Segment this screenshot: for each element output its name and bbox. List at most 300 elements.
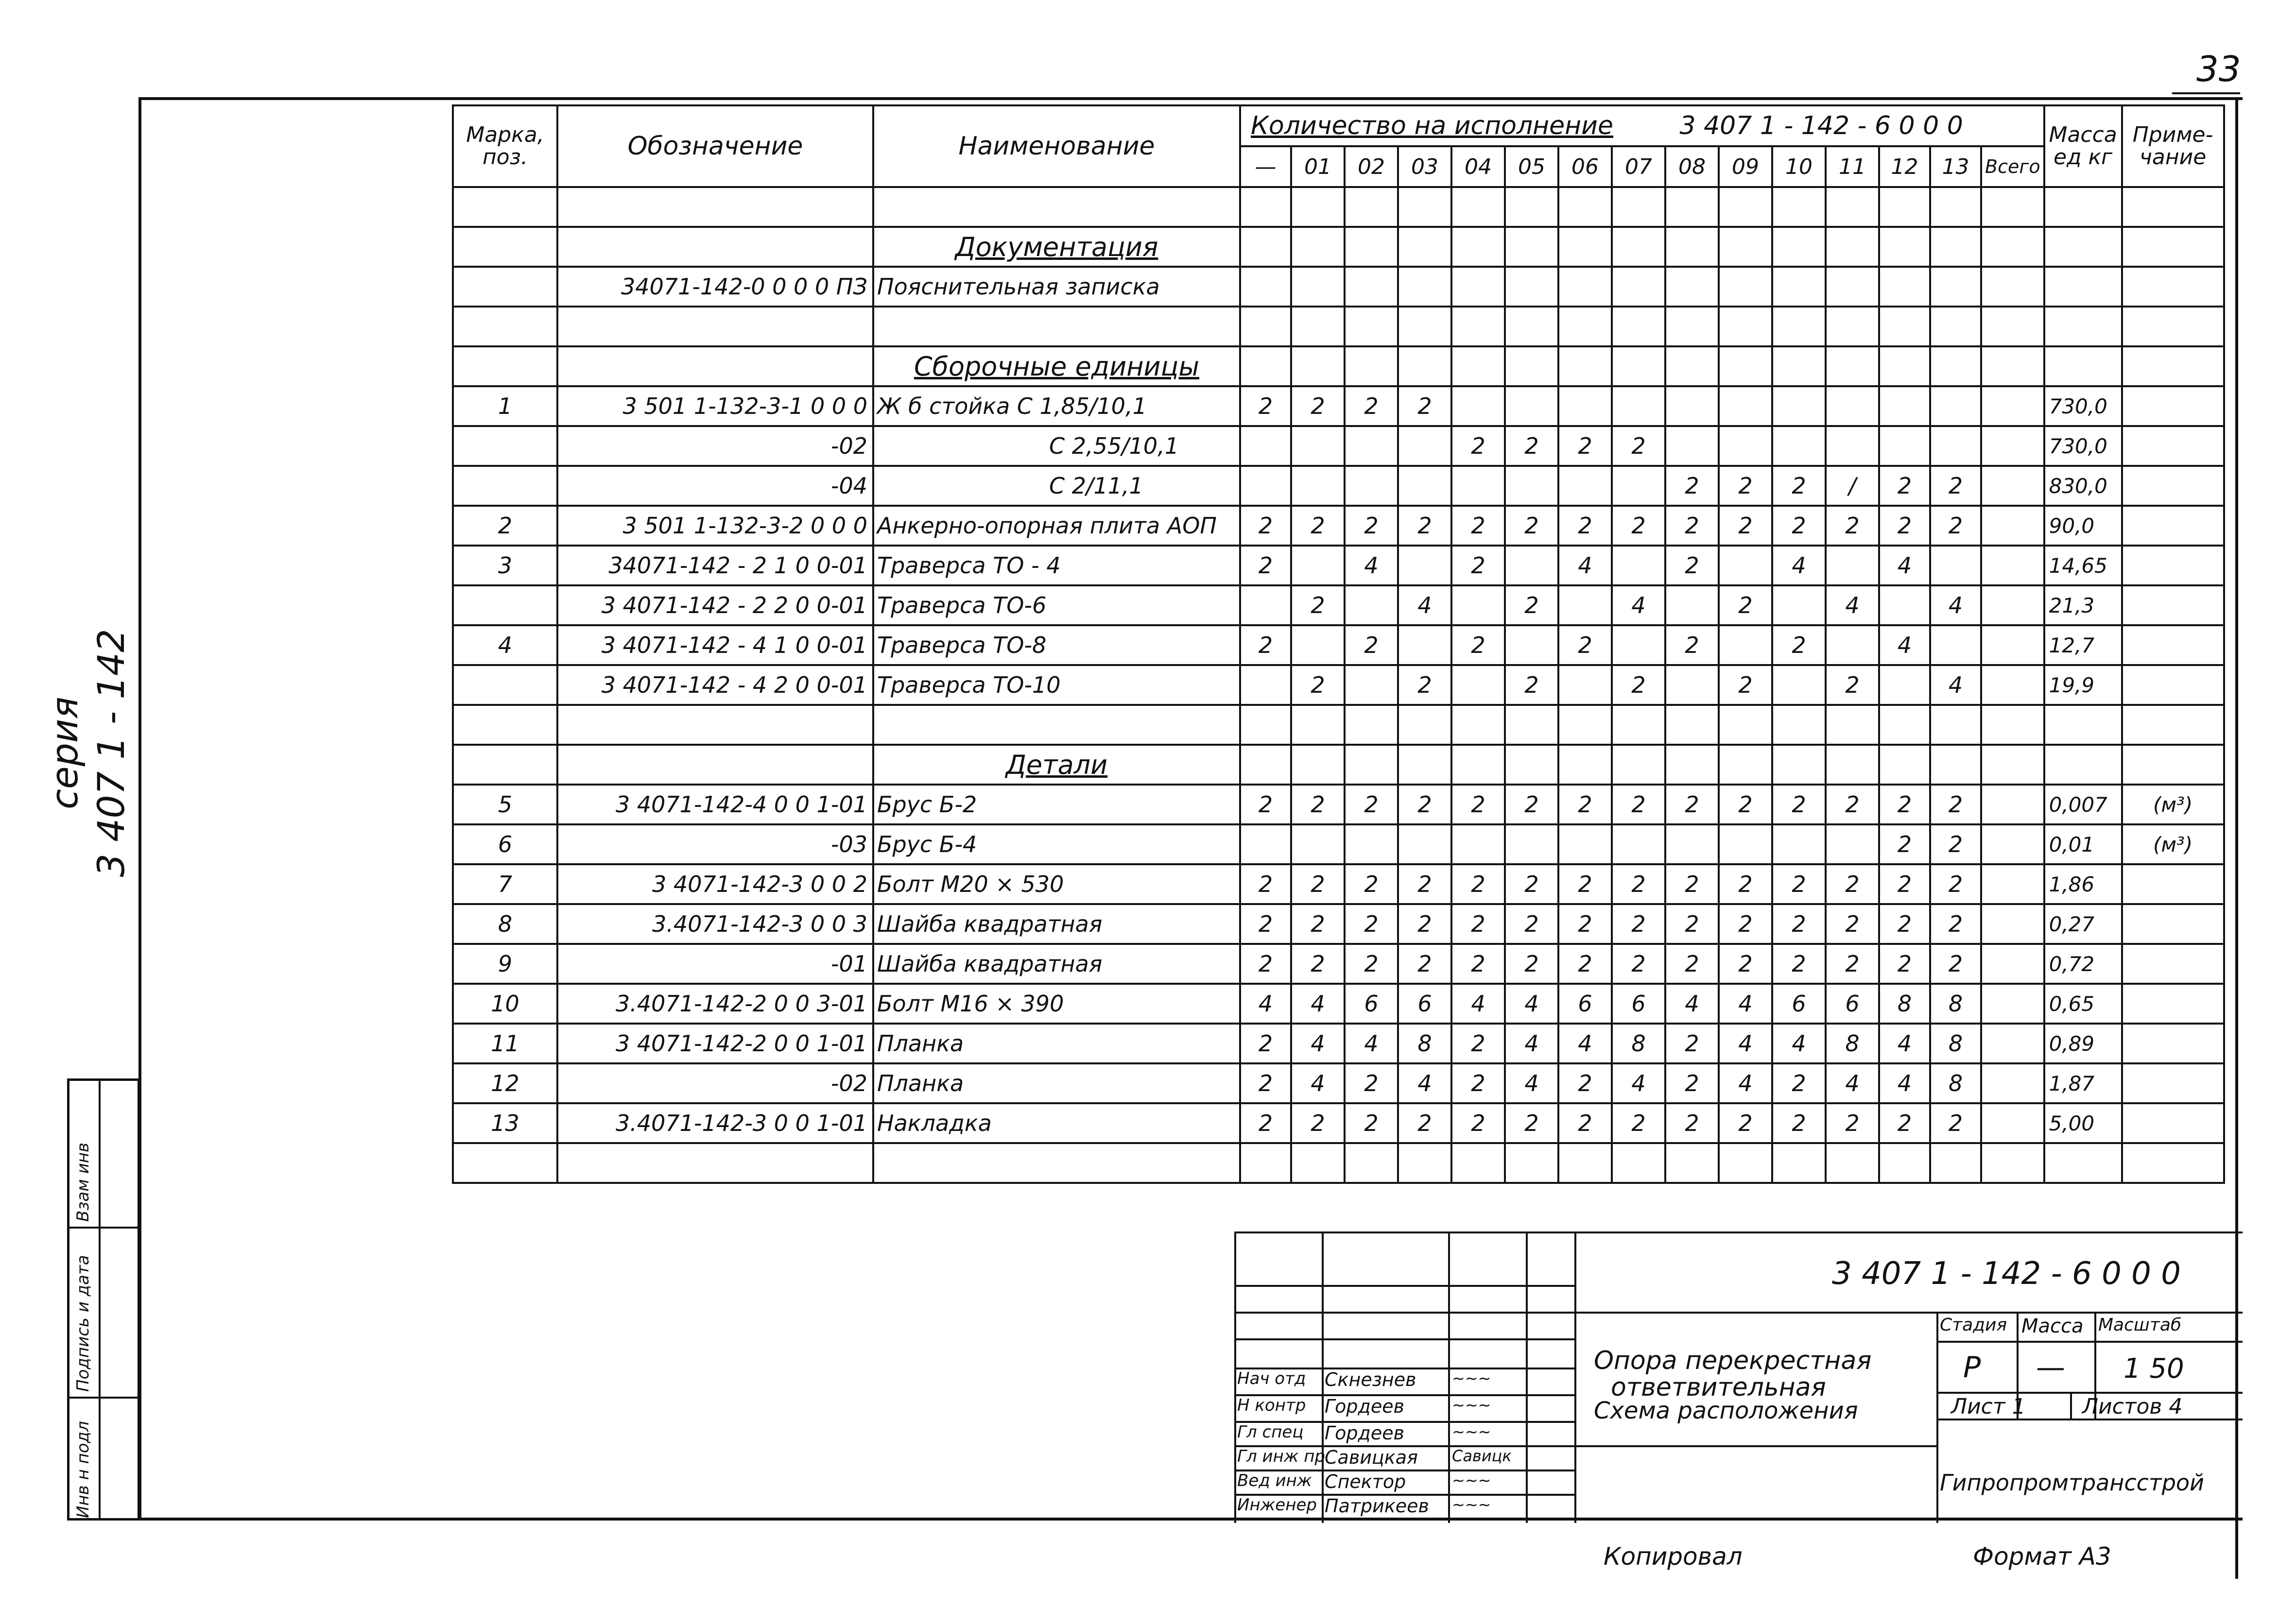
cell-qty-9: 2: [1719, 585, 1772, 625]
cell-qty-13: [1930, 346, 1981, 386]
cell-qty-9: 2: [1719, 1103, 1772, 1143]
scale-label: Масштаб: [2098, 1315, 2182, 1335]
cell-mass: 830,0: [2044, 466, 2122, 506]
cell-qty-9: 2: [1719, 466, 1772, 506]
cell-qty-7: 2: [1612, 785, 1665, 824]
cell-qty-2: [1345, 1143, 1398, 1183]
cell-qty-2: 2: [1345, 1103, 1398, 1143]
signature-role: Гл инж пр: [1237, 1447, 1326, 1466]
cell-qty-0: [1240, 187, 1291, 227]
cell-qty-11: [1826, 187, 1879, 227]
cell-qty-2: [1345, 346, 1398, 386]
cell-qty-0: 4: [1240, 984, 1291, 1024]
cell-qty-10: [1772, 267, 1826, 307]
cell-qty-0: [1240, 824, 1291, 864]
header-total: Всего: [1981, 146, 2044, 187]
cell-qty-9: [1719, 824, 1772, 864]
cell-qty-1: [1291, 705, 1345, 745]
cell-qty-5: 2: [1505, 904, 1558, 944]
title-block: [1234, 1231, 2243, 1523]
cell-pos: 5: [453, 785, 557, 824]
cell-qty-5: [1505, 824, 1558, 864]
cell-qty-12: 2: [1879, 824, 1930, 864]
cell-qty-7: 2: [1612, 904, 1665, 944]
cell-qty-9: [1719, 307, 1772, 346]
cell-qty-11: [1826, 386, 1879, 426]
cell-pos: [453, 745, 557, 785]
cell-qty-2: [1345, 824, 1398, 864]
cell-qty-9: [1719, 346, 1772, 386]
cell-qty-7: 6: [1612, 984, 1665, 1024]
header-variant-11: 11: [1826, 146, 1879, 187]
cell-designation: [557, 1143, 873, 1183]
cell-qty-10: 2: [1772, 904, 1826, 944]
cell-qty-13: [1930, 187, 1981, 227]
cell-qty-11: [1826, 267, 1879, 307]
cell-pos: [453, 665, 557, 705]
cell-qty-11: 2: [1826, 506, 1879, 546]
table-row: [453, 1024, 2224, 1063]
cell-qty-12: 4: [1879, 546, 1930, 585]
cell-qty-2: [1345, 426, 1398, 466]
cell-qty-12: 2: [1879, 1103, 1930, 1143]
organization: Гипропромтрансстрой: [1940, 1470, 2204, 1496]
cell-qty-6: 6: [1558, 984, 1612, 1024]
cell-qty-8: 2: [1665, 785, 1719, 824]
cell-total: [1981, 585, 2044, 625]
cell-total: [1981, 426, 2044, 466]
cell-name: [873, 307, 1240, 346]
cell-qty-10: 2: [1772, 1063, 1826, 1103]
cell-qty-5: [1505, 187, 1558, 227]
cell-name: Планка: [873, 1024, 1240, 1063]
cell-designation: 3.4071-142-2 0 0 3-01: [557, 984, 873, 1024]
cell-total: [1981, 745, 2044, 785]
cell-qty-5: [1505, 267, 1558, 307]
cell-total: [1981, 466, 2044, 506]
cell-qty-4: 2: [1451, 426, 1505, 466]
cell-qty-12: 2: [1879, 785, 1930, 824]
signature-mark: ~~~: [1452, 1396, 1491, 1414]
cell-qty-4: 2: [1451, 506, 1505, 546]
cell-pos: [453, 346, 557, 386]
header-variant-9: 09: [1719, 146, 1772, 187]
cell-qty-7: [1612, 546, 1665, 585]
header-mark: Марка, поз.: [453, 105, 557, 187]
cell-qty-11: 2: [1826, 864, 1879, 904]
table-row: [453, 864, 2224, 904]
cell-qty-9: 2: [1719, 785, 1772, 824]
cell-qty-0: [1240, 1143, 1291, 1183]
cell-qty-10: [1772, 745, 1826, 785]
cell-qty-8: 2: [1665, 864, 1719, 904]
cell-total: [1981, 625, 2044, 665]
cell-note: [2122, 864, 2224, 904]
cell-qty-0: 2: [1240, 506, 1291, 546]
cell-qty-3: 2: [1398, 506, 1451, 546]
cell-qty-1: 2: [1291, 904, 1345, 944]
cell-note: [2122, 187, 2224, 227]
cell-qty-5: 2: [1505, 585, 1558, 625]
cell-mass: 1,87: [2044, 1063, 2122, 1103]
cell-qty-12: 4: [1879, 625, 1930, 665]
cell-qty-13: 2: [1930, 1103, 1981, 1143]
cell-qty-11: [1826, 1143, 1879, 1183]
header-name: Наименование: [873, 105, 1240, 187]
cell-qty-1: [1291, 1143, 1345, 1183]
cell-name: С 2/11,1: [873, 466, 1240, 506]
cell-qty-11: [1826, 745, 1879, 785]
cell-mass: [2044, 307, 2122, 346]
cell-qty-1: 2: [1291, 1103, 1345, 1143]
format-label: Формат А3: [1973, 1542, 2111, 1571]
cell-mass: 14,65: [2044, 546, 2122, 585]
cell-pos: 1: [453, 386, 557, 426]
cell-name: [873, 1143, 1240, 1183]
cell-qty-1: [1291, 824, 1345, 864]
cell-pos: 3: [453, 546, 557, 585]
cell-designation: 3 501 1-132-3-2 0 0 0: [557, 506, 873, 546]
table-row: [453, 585, 2224, 625]
cell-pos: [453, 267, 557, 307]
cell-qty-9: [1719, 386, 1772, 426]
cell-qty-4: 2: [1451, 1103, 1505, 1143]
cell-qty-13: 2: [1930, 944, 1981, 984]
cell-qty-5: [1505, 346, 1558, 386]
cell-mass: 0,01: [2044, 824, 2122, 864]
cell-qty-2: [1345, 745, 1398, 785]
cell-qty-8: 2: [1665, 1063, 1719, 1103]
cell-qty-0: 2: [1240, 785, 1291, 824]
cell-mass: 21,3: [2044, 585, 2122, 625]
cell-designation: [557, 705, 873, 745]
table-row: [453, 625, 2224, 665]
stamp-inv-original: Инв н подл: [73, 1421, 93, 1518]
cell-total: [1981, 705, 2044, 745]
cell-qty-13: 4: [1930, 585, 1981, 625]
cell-qty-2: [1345, 585, 1398, 625]
doc-title-line-1: Опора перекрестная: [1594, 1346, 1872, 1375]
cell-qty-6: 2: [1558, 785, 1612, 824]
cell-qty-5: 4: [1505, 1063, 1558, 1103]
cell-qty-12: [1879, 227, 1930, 267]
cell-qty-6: 2: [1558, 864, 1612, 904]
cell-qty-8: [1665, 386, 1719, 426]
cell-qty-0: [1240, 745, 1291, 785]
cell-note: [2122, 1063, 2224, 1103]
cell-name: Траверса ТО-6: [873, 585, 1240, 625]
cell-qty-4: [1451, 466, 1505, 506]
cell-qty-0: 2: [1240, 386, 1291, 426]
cell-qty-12: 2: [1879, 904, 1930, 944]
cell-note: [2122, 1143, 2224, 1183]
cell-qty-0: [1240, 307, 1291, 346]
signature-name: Савицкая: [1325, 1447, 1418, 1468]
cell-qty-4: 2: [1451, 944, 1505, 984]
cell-qty-3: [1398, 187, 1451, 227]
cell-qty-12: 2: [1879, 506, 1930, 546]
cell-total: [1981, 824, 2044, 864]
header-variant-6: 06: [1558, 146, 1612, 187]
header-quantity: [1240, 105, 2044, 146]
cell-qty-2: [1345, 267, 1398, 307]
cell-total: [1981, 904, 2044, 944]
cell-qty-7: [1612, 187, 1665, 227]
cell-qty-13: [1930, 546, 1981, 585]
cell-total: [1981, 1103, 2044, 1143]
cell-designation: 3 4071-142 - 2 2 0 0-01: [557, 585, 873, 625]
mass-label: Масса: [2021, 1315, 2084, 1337]
table-row: [453, 1103, 2224, 1143]
cell-qty-2: 2: [1345, 785, 1398, 824]
header-variant-8: 08: [1665, 146, 1719, 187]
cell-qty-2: 2: [1345, 1063, 1398, 1103]
cell-qty-1: [1291, 187, 1345, 227]
cell-qty-11: [1826, 705, 1879, 745]
cell-qty-8: [1665, 346, 1719, 386]
cell-qty-2: 4: [1345, 546, 1398, 585]
cell-qty-10: [1772, 426, 1826, 466]
section-title: Детали: [873, 745, 1240, 785]
cell-qty-7: [1612, 466, 1665, 506]
cell-qty-8: [1665, 1143, 1719, 1183]
cell-qty-0: [1240, 426, 1291, 466]
cell-qty-6: [1558, 824, 1612, 864]
page-number-underline: [2172, 92, 2240, 94]
section-row: [453, 745, 2224, 785]
cell-qty-6: 2: [1558, 1103, 1612, 1143]
cell-qty-4: [1451, 824, 1505, 864]
cell-qty-0: 2: [1240, 1063, 1291, 1103]
cell-qty-3: [1398, 824, 1451, 864]
cell-mass: [2044, 187, 2122, 227]
header-variant-7: 07: [1612, 146, 1665, 187]
signature-mark: Савицк: [1452, 1447, 1512, 1465]
cell-total: [1981, 944, 2044, 984]
cell-qty-6: 4: [1558, 1024, 1612, 1063]
cell-qty-12: 2: [1879, 864, 1930, 904]
cell-qty-12: [1879, 1143, 1930, 1183]
cell-qty-9: 4: [1719, 1063, 1772, 1103]
cell-qty-0: 2: [1240, 1024, 1291, 1063]
cell-qty-7: [1612, 307, 1665, 346]
cell-qty-9: [1719, 426, 1772, 466]
cell-qty-1: 2: [1291, 785, 1345, 824]
cell-qty-8: 2: [1665, 904, 1719, 944]
cell-qty-1: 2: [1291, 944, 1345, 984]
cell-qty-2: 2: [1345, 864, 1398, 904]
cell-total: [1981, 346, 2044, 386]
cell-name: Болт М20 × 530: [873, 864, 1240, 904]
cell-total: [1981, 546, 2044, 585]
cell-mass: [2044, 346, 2122, 386]
cell-qty-2: 2: [1345, 944, 1398, 984]
table-row: [453, 944, 2224, 984]
cell-qty-1: 2: [1291, 665, 1345, 705]
cell-qty-8: [1665, 665, 1719, 705]
header-notes: Приме- чание: [2122, 105, 2224, 187]
signature-role: Н контр: [1237, 1396, 1306, 1415]
cell-qty-5: 2: [1505, 1103, 1558, 1143]
cell-qty-11: 8: [1826, 1024, 1879, 1063]
cell-qty-5: [1505, 546, 1558, 585]
cell-qty-3: 8: [1398, 1024, 1451, 1063]
cell-qty-4: [1451, 1143, 1505, 1183]
cell-note: [2122, 904, 2224, 944]
cell-pos: [453, 705, 557, 745]
cell-qty-3: [1398, 346, 1451, 386]
cell-qty-4: 2: [1451, 1063, 1505, 1103]
cell-qty-13: [1930, 1143, 1981, 1183]
cell-designation: [557, 227, 873, 267]
cell-qty-10: [1772, 585, 1826, 625]
cell-qty-8: [1665, 745, 1719, 785]
cell-qty-2: 6: [1345, 984, 1398, 1024]
cell-qty-5: [1505, 227, 1558, 267]
cell-qty-9: 4: [1719, 1024, 1772, 1063]
cell-total: [1981, 187, 2044, 227]
cell-qty-1: 2: [1291, 506, 1345, 546]
stamp-replace-inv: Взам инв: [73, 1142, 93, 1222]
cell-qty-8: [1665, 187, 1719, 227]
cell-qty-8: 2: [1665, 944, 1719, 984]
cell-qty-8: [1665, 824, 1719, 864]
cell-qty-13: 8: [1930, 984, 1981, 1024]
cell-qty-10: 6: [1772, 984, 1826, 1024]
cell-qty-11: 2: [1826, 944, 1879, 984]
cell-qty-10: 2: [1772, 506, 1826, 546]
cell-qty-9: [1719, 227, 1772, 267]
cell-name: [873, 187, 1240, 227]
cell-qty-7: [1612, 745, 1665, 785]
table-row: [453, 426, 2224, 466]
empty-row: [453, 1143, 2224, 1183]
cell-mass: [2044, 1143, 2122, 1183]
cell-qty-12: 2: [1879, 466, 1930, 506]
cell-qty-7: 4: [1612, 585, 1665, 625]
cell-pos: 11: [453, 1024, 557, 1063]
cell-note: [2122, 307, 2224, 346]
cell-qty-0: 2: [1240, 944, 1291, 984]
cell-qty-1: 2: [1291, 386, 1345, 426]
cell-qty-4: 2: [1451, 785, 1505, 824]
cell-qty-2: [1345, 227, 1398, 267]
cell-qty-1: 2: [1291, 864, 1345, 904]
cell-qty-3: [1398, 745, 1451, 785]
cell-qty-3: [1398, 1143, 1451, 1183]
cell-qty-11: 2: [1826, 1103, 1879, 1143]
cell-qty-10: [1772, 187, 1826, 227]
table-row: [453, 904, 2224, 944]
cell-qty-8: [1665, 267, 1719, 307]
cell-note: [2122, 346, 2224, 386]
cell-pos: [453, 307, 557, 346]
page-number: 33: [2196, 49, 2241, 89]
cell-qty-0: 2: [1240, 546, 1291, 585]
cell-note: [2122, 944, 2224, 984]
cell-qty-4: [1451, 307, 1505, 346]
cell-qty-5: [1505, 307, 1558, 346]
cell-qty-6: 2: [1558, 625, 1612, 665]
cell-qty-5: 2: [1505, 944, 1558, 984]
cell-qty-9: 2: [1719, 904, 1772, 944]
cell-qty-8: [1665, 227, 1719, 267]
cell-qty-10: [1772, 665, 1826, 705]
cell-qty-8: 2: [1665, 1024, 1719, 1063]
cell-qty-12: [1879, 187, 1930, 227]
cell-qty-7: [1612, 705, 1665, 745]
cell-qty-9: [1719, 187, 1772, 227]
cell-qty-10: [1772, 386, 1826, 426]
cell-qty-10: 2: [1772, 625, 1826, 665]
cell-qty-4: [1451, 665, 1505, 705]
cell-designation: [557, 745, 873, 785]
series-label: [41, 583, 138, 923]
cell-qty-6: [1558, 1143, 1612, 1183]
cell-designation: [557, 307, 873, 346]
signature-role: Гл спец: [1237, 1422, 1304, 1442]
cell-qty-6: [1558, 745, 1612, 785]
cell-qty-5: 4: [1505, 984, 1558, 1024]
cell-pos: 4: [453, 625, 557, 665]
cell-qty-9: 2: [1719, 665, 1772, 705]
cell-qty-12: [1879, 346, 1930, 386]
cell-qty-7: [1612, 267, 1665, 307]
cell-qty-3: 4: [1398, 585, 1451, 625]
header-variant-3: 03: [1398, 146, 1451, 187]
cell-qty-13: [1930, 426, 1981, 466]
cell-qty-3: 2: [1398, 386, 1451, 426]
cell-qty-10: [1772, 227, 1826, 267]
cell-total: [1981, 386, 2044, 426]
cell-qty-1: 4: [1291, 984, 1345, 1024]
cell-qty-11: [1826, 227, 1879, 267]
empty-row: [453, 187, 2224, 227]
cell-qty-12: 2: [1879, 944, 1930, 984]
cell-qty-0: [1240, 705, 1291, 745]
cell-qty-5: [1505, 745, 1558, 785]
cell-name: Болт М16 × 390: [873, 984, 1240, 1024]
cell-name: Пояснительная записка: [873, 267, 1240, 307]
cell-note: [2122, 267, 2224, 307]
cell-qty-7: [1612, 625, 1665, 665]
cell-qty-3: [1398, 267, 1451, 307]
signature-mark: ~~~: [1452, 1495, 1491, 1514]
cell-qty-8: [1665, 426, 1719, 466]
cell-qty-4: 4: [1451, 984, 1505, 1024]
cell-qty-7: [1612, 227, 1665, 267]
cell-name: Шайба квадратная: [873, 944, 1240, 984]
cell-qty-6: [1558, 227, 1612, 267]
cell-qty-6: [1558, 346, 1612, 386]
cell-qty-2: 4: [1345, 1024, 1398, 1063]
cell-pos: [453, 1143, 557, 1183]
cell-qty-2: [1345, 187, 1398, 227]
cell-mass: 0,72: [2044, 944, 2122, 984]
header-variant-4: 04: [1451, 146, 1505, 187]
cell-qty-4: [1451, 346, 1505, 386]
cell-qty-6: [1558, 187, 1612, 227]
cell-qty-3: [1398, 625, 1451, 665]
cell-qty-2: [1345, 307, 1398, 346]
cell-qty-2: 2: [1345, 625, 1398, 665]
cell-qty-7: 2: [1612, 944, 1665, 984]
cell-note: [2122, 625, 2224, 665]
cell-qty-10: 2: [1772, 1103, 1826, 1143]
cell-pos: 13: [453, 1103, 557, 1143]
cell-qty-6: 2: [1558, 904, 1612, 944]
cell-qty-13: 2: [1930, 466, 1981, 506]
